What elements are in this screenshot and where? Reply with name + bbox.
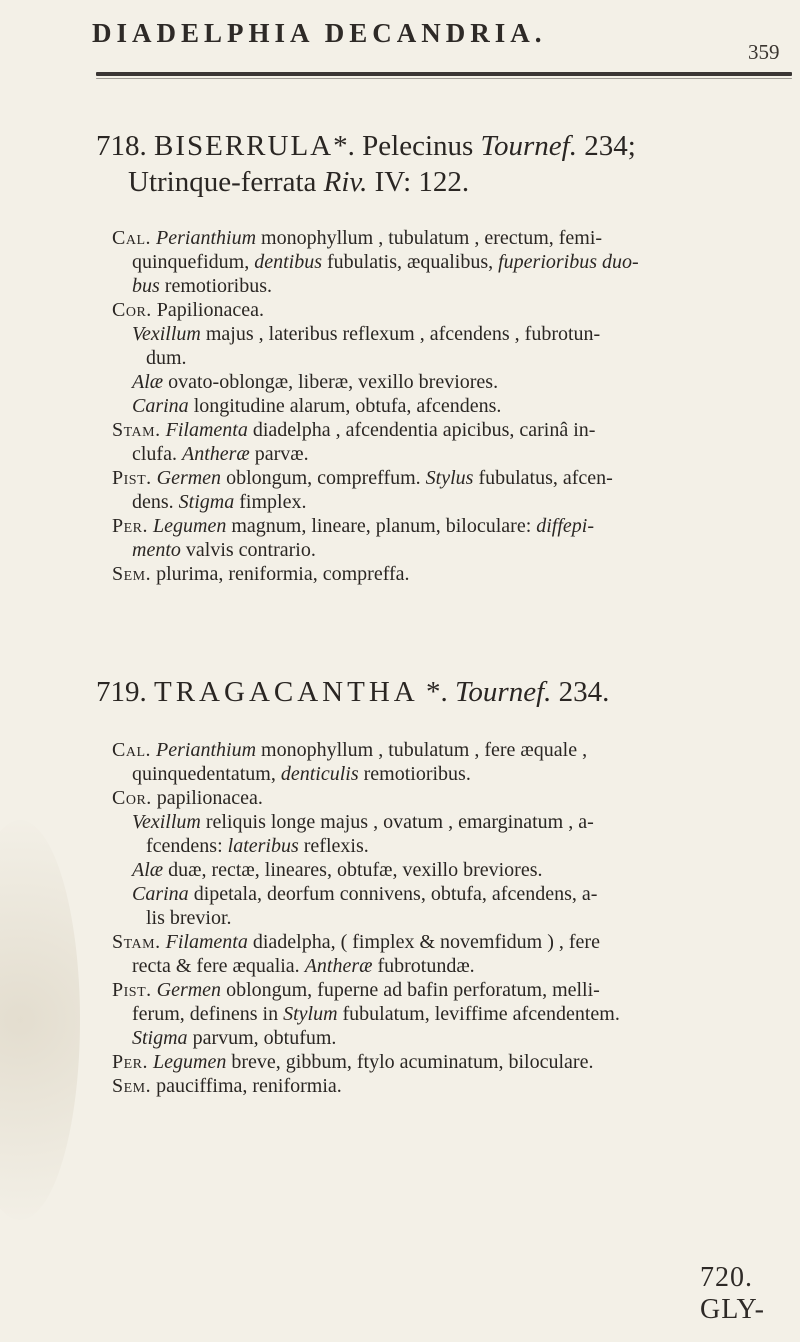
text-run: papilionacea. [151,787,263,809]
text-run: clufa. [132,443,182,465]
text-run: fubrotundæ. [372,955,475,977]
text-line [112,1002,792,1026]
text-run: oblongum, fuperne ad bafin perforatum, melli- [221,979,600,1001]
italic-term: lateribus [227,835,299,857]
text-run: dum. [146,347,187,369]
text-run: ovato-oblongæ, liberæ, vexillo breviores. [163,371,499,393]
text-run: fimplex. [234,491,307,513]
page-reference: 234; [584,130,636,162]
section-label: Sem. [112,563,152,585]
text-run: parvum, obtufum. [187,1027,337,1049]
page-reference: 234. [558,676,610,708]
header-rule-thin [96,78,792,79]
text-line [112,346,792,370]
text-run: pauciffima, reniformia. [151,1075,342,1097]
italic-term: Antheræ [304,955,373,977]
italic-term: Legumen [153,515,227,537]
italic-term: fuperioribus duo- [498,251,639,273]
text-run: quinquefidum, [132,251,255,273]
header-rule [96,72,792,76]
section-label: Stam. [112,931,161,953]
page-number: 359 [748,40,780,64]
text-run: reflexis. [298,835,369,857]
entry-718-heading [96,128,636,164]
italic-term: Legumen [153,1051,227,1073]
author-abbrev: Tournef. [454,676,552,708]
italic-term: dentibus [254,251,322,273]
text-run: ferum, definens in [132,1003,284,1025]
text-run: parvæ. [249,443,309,465]
italic-term: Antheræ [181,443,250,465]
text-line [112,906,792,930]
text-line [112,1074,792,1098]
entry-719-description [112,738,792,1098]
entry-number: 718. [96,130,147,162]
text-line [112,858,792,882]
author-abbrev: Tournef. [480,130,577,162]
italic-term: Alæ [132,859,164,881]
text-line [112,490,792,514]
italic-term: Perianthium [156,739,257,761]
text-line [112,562,792,586]
text-line [112,762,792,786]
text-line [112,882,792,906]
italic-term: diffepi- [536,515,595,537]
italic-term: bus [132,275,160,297]
italic-term: denticulis [280,763,359,785]
synonym: Pelecinus [362,130,474,162]
text-run: oblongum, compreffum. [221,467,426,489]
section-label: Per. [112,1051,149,1073]
catchword: 720. GLY- [700,1262,765,1325]
text-line [112,274,792,298]
text-run: fubulatis, æqualibus, [322,251,499,273]
text-run: valvis contrario. [180,539,316,561]
text-line [112,370,792,394]
italic-term: Alæ [132,371,164,393]
section-label: Cal. [112,227,152,249]
text-run: recta & fere æqualia. [132,955,305,977]
text-line [112,250,792,274]
section-label: Cor. [112,787,152,809]
text-run: monophyllum , tubulatum , erectum, femi- [256,227,603,249]
text-line [112,418,792,442]
text-run: Papilionacea. [151,299,264,321]
text-line [112,834,792,858]
text-run: duæ, rectæ, lineares, obtufæ, vexillo breviores. [163,859,543,881]
section-label: Pist. [112,979,152,1001]
text-run: dens. [132,491,179,513]
text-line [112,810,792,834]
italic-term: Stylum [283,1003,338,1025]
section-label: Per. [112,515,149,537]
italic-term: Filamenta [165,931,248,953]
synonym: Utrinque-ferrata [128,166,317,198]
text-line [112,738,792,762]
entry-number: 719. [96,676,147,708]
text-run: longitudine alarum, obtufa, afcendens. [188,395,502,417]
text-line [112,954,792,978]
paper-stain [0,820,80,1220]
text-line [112,514,792,538]
italic-term: Vexillum [132,811,201,833]
section-label: Sem. [112,1075,152,1097]
italic-term: Stigma [132,1027,188,1049]
text-run: quinquedentatum, [132,763,281,785]
text-line [112,930,792,954]
section-label: Cal. [112,739,152,761]
text-line [112,786,792,810]
text-line [112,978,792,1002]
text-run: breve, gibbum, ftylo acuminatum, biloculare. [226,1051,594,1073]
text-line [112,1050,792,1074]
text-run: diadelpha , afcendentia apicibus, carinâ in- [247,419,596,441]
text-line [112,394,792,418]
text-line [112,466,792,490]
italic-term: Perianthium [156,227,257,249]
page-reference: IV: 122. [374,166,470,198]
italic-term: Germen [156,467,222,489]
italic-term: mento [132,539,181,561]
text-run: fubulatus, afcen- [473,467,613,489]
text-run: reliquis longe majus , ovatum , emarginatum , a- [200,811,594,833]
text-line [112,226,792,250]
text-run: remotioribus. [159,275,273,297]
italic-term: Filamenta [165,419,248,441]
author-abbrev: Riv. [323,166,368,198]
text-line [112,1026,792,1050]
italic-term: Carina [132,883,189,905]
italic-term: Stigma [178,491,235,513]
text-line [112,442,792,466]
text-line [112,322,792,346]
entry-718-synonym-line [128,164,469,200]
text-line [112,538,792,562]
text-line [112,298,792,322]
text-run: fcendens: [146,835,228,857]
entry-719-heading [96,674,609,710]
italic-term: Germen [156,979,222,1001]
running-head: DIADELPHIA DECANDRIA. [92,18,547,48]
text-run: remotioribus. [358,763,471,785]
text-run: lis brevior. [146,907,232,929]
section-label: Cor. [112,299,152,321]
asterisk: *. [425,676,448,708]
section-label: Stam. [112,419,161,441]
asterisk: *. [333,130,355,162]
italic-term: Carina [132,395,189,417]
genus-name: TRAGACANTHA [154,676,419,708]
italic-term: Vexillum [132,323,201,345]
entry-718-description [112,226,792,586]
italic-term: Stylus [425,467,474,489]
genus-name: BISERRULA [154,130,334,162]
text-run: magnum, lineare, planum, biloculare: [226,515,537,537]
text-run: majus , lateribus reflexum , afcendens , fubrotun- [200,323,601,345]
text-run: diadelpha, ( fimplex & novemfidum ) , fere [247,931,600,953]
text-run: monophyllum , tubulatum , fere æquale , [256,739,588,761]
text-run: fubulatum, leviffime afcendentem. [337,1003,620,1025]
text-run: dipetala, deorfum connivens, obtufa, afcendens, a- [188,883,598,905]
section-label: Pist. [112,467,152,489]
text-run: plurima, reniformia, compreffa. [151,563,410,585]
